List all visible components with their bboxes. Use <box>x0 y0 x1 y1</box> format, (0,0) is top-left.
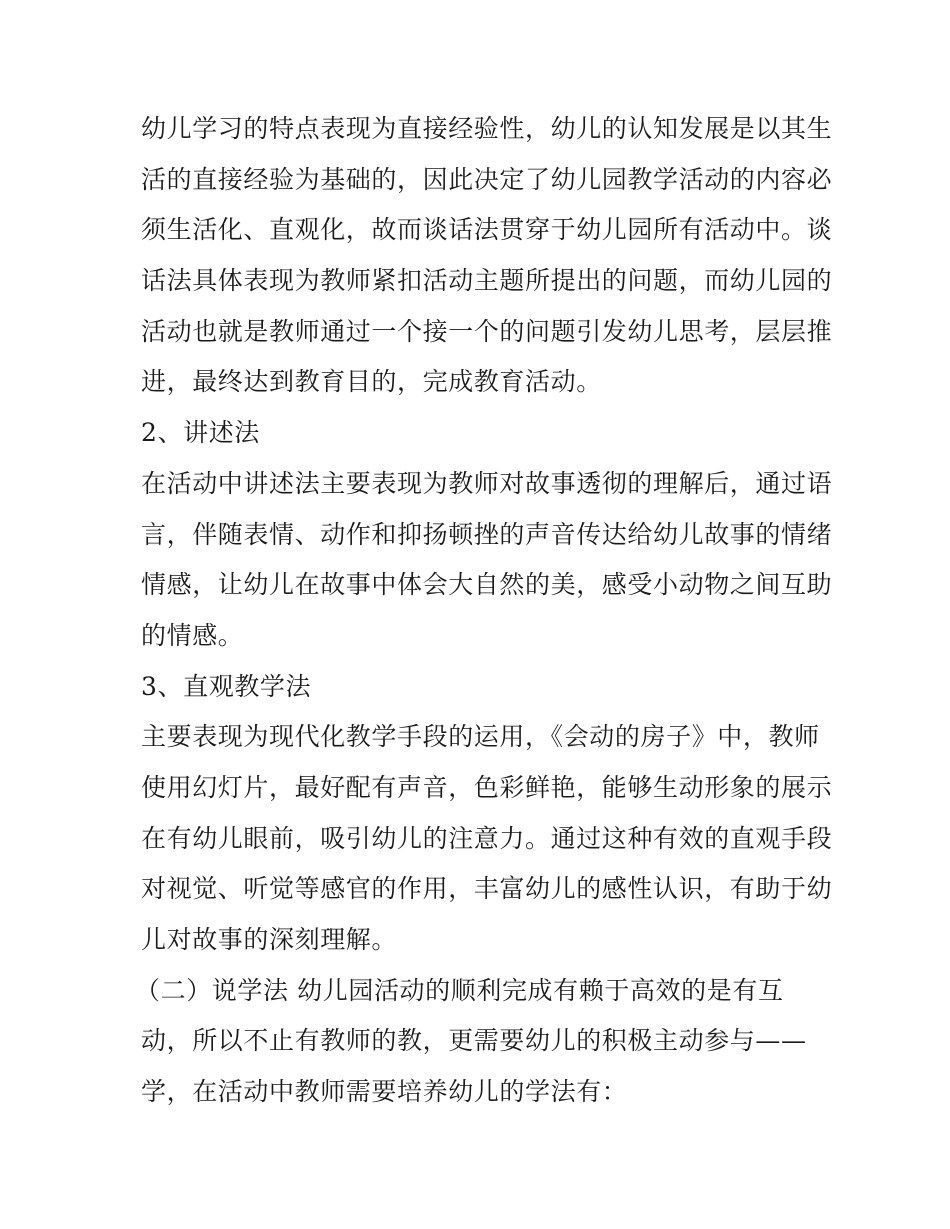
paragraph-line: 话法具体表现为教师紧扣活动主题所提出的问题，而幼儿园的 <box>141 266 833 296</box>
paragraph-line: 活动也就是教师通过一个接一个的问题引发幼儿思考，层层推 <box>141 316 833 346</box>
paragraph-line: 主要表现为现代化教学手段的运用，《会动的房子》中，教师 <box>141 722 820 752</box>
paragraph-line: 在有幼儿眼前，吸引幼儿的注意力。通过这种有效的直观手段 <box>141 823 833 853</box>
paragraph-line: 活的直接经验为基础的，因此决定了幼儿园教学活动的内容必 <box>141 164 833 194</box>
paragraph-line: 言，伴随表情、动作和抑扬顿挫的声音传达给幼儿故事的情绪 <box>141 519 833 549</box>
paragraph-line: 情感，让幼儿在故事中体会大自然的美，感受小动物之间互助 <box>141 570 833 600</box>
document-body <box>135 104 833 1118</box>
paragraph-line: 儿对故事的深刻理解。 <box>141 925 398 954</box>
section-heading: 3、直观教学法 <box>141 671 312 701</box>
section-heading: 2、讲述法 <box>141 418 260 448</box>
section-heading-line: （二）说学法 幼儿园活动的顺利完成有赖于高效的是有互 <box>135 975 784 1005</box>
paragraph-line: 在活动中讲述法主要表现为教师对故事透彻的理解后，通过语 <box>141 468 833 498</box>
paragraph-line: 学，在活动中教师需要培养幼儿的学法有： <box>141 1077 628 1107</box>
paragraph-line: 使用幻灯片，最好配有声音，色彩鲜艳，能够生动形象的展示 <box>141 772 833 802</box>
paragraph-line: 进，最终达到教育目的，完成教育活动。 <box>141 367 602 397</box>
paragraph-line: 幼儿学习的特点表现为直接经验性，幼儿的认知发展是以其生 <box>141 114 833 143</box>
paragraph-line: 动，所以不止有教师的教，更需要幼儿的积极主动参与—— <box>141 1026 807 1056</box>
paragraph-line: 的情感。 <box>141 620 244 650</box>
paragraph-line: 对视觉、听觉等感官的作用，丰富幼儿的感性认识，有助于幼 <box>141 874 833 904</box>
paragraph-line: 须生活化、直观化，故而谈话法贯穿于幼儿园所有活动中。谈 <box>141 215 833 245</box>
